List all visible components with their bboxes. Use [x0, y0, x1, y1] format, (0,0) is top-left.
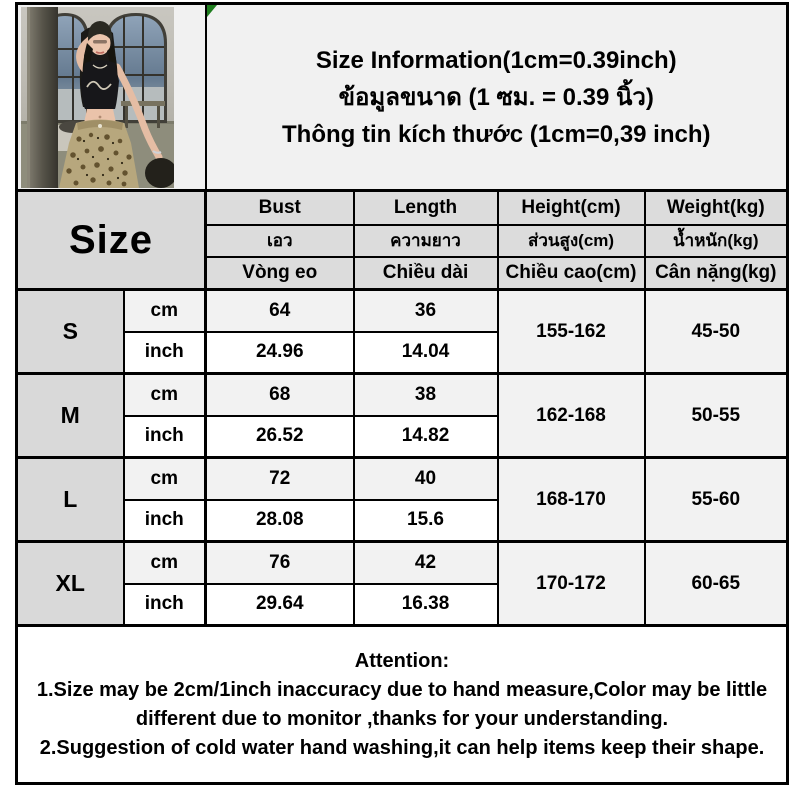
bust-cm-value-s: 64: [206, 290, 354, 332]
col-header-bust-en: Bust: [206, 191, 354, 225]
weight-range-s: 45-50: [645, 290, 788, 374]
col-header-weight-th: น้ำหนัก(kg): [645, 225, 788, 257]
unit-cm-label: cm: [124, 542, 206, 584]
table-row: [17, 374, 788, 416]
length-cm-value-m: 38: [354, 374, 498, 416]
title-en: Size Information(1cm=0.39inch): [315, 46, 677, 74]
attention-heading: Attention:: [354, 649, 450, 672]
length-cm-value-s: 36: [354, 290, 498, 332]
length-inch-value-m: 14.82: [354, 416, 498, 458]
table-row: [17, 542, 788, 584]
attention-line-1: 1.Size may be 2cm/1inch inaccuracy due to hand measure,Color may be little different due to monitor ,thanks for your understanding.: [36, 678, 768, 730]
green-corner-marker-icon: [207, 5, 217, 17]
height-range-xl: 170-172: [498, 542, 645, 626]
title-vi: Thông tin kích thước (1cm=0,39 inch): [282, 120, 711, 148]
col-header-length-vi: Chiều dài: [354, 257, 498, 290]
unit-inch-label: inch: [124, 500, 206, 542]
length-inch-value-xl: 16.38: [354, 584, 498, 626]
bust-cm-value-l: 72: [206, 458, 354, 500]
weight-range-xl: 60-65: [645, 542, 788, 626]
unit-inch-label: inch: [124, 332, 206, 374]
table-row: [17, 4, 788, 191]
unit-cm-label: cm: [124, 374, 206, 416]
length-inch-value-l: 15.6: [354, 500, 498, 542]
col-header-bust-th: เอว: [206, 225, 354, 257]
pillar: [27, 7, 58, 188]
unit-cm-label: cm: [124, 290, 206, 332]
weight-range-l: 55-60: [645, 458, 788, 542]
height-range-s: 155-162: [498, 290, 645, 374]
product-photo: [18, 5, 205, 189]
bust-cm-value-xl: 76: [206, 542, 354, 584]
product-photo-cell: [17, 4, 206, 191]
col-header-weight-en: Weight(kg): [645, 191, 788, 225]
product-photo-illustration: [21, 7, 174, 188]
size-chart-sheet: [15, 2, 789, 785]
bust-inch-value-s: 24.96: [206, 332, 354, 374]
size-label-xl: XL: [17, 542, 124, 626]
col-header-length-en: Length: [354, 191, 498, 225]
size-header: Size: [17, 191, 206, 290]
table-row: [17, 191, 788, 225]
length-cm-value-l: 40: [354, 458, 498, 500]
bust-cm-value-m: 68: [206, 374, 354, 416]
col-header-length-th: ความยาว: [354, 225, 498, 257]
col-header-height-vi: Chiều cao(cm): [498, 257, 645, 290]
size-label-l: L: [17, 458, 124, 542]
bust-inch-value-xl: 29.64: [206, 584, 354, 626]
col-header-height-th: ส่วนสูง(cm): [498, 225, 645, 257]
table-row: [17, 458, 788, 500]
length-cm-value-xl: 42: [354, 542, 498, 584]
unit-cm-label: cm: [124, 458, 206, 500]
size-table: [15, 2, 789, 785]
col-header-height-en: Height(cm): [498, 191, 645, 225]
size-label-m: M: [17, 374, 124, 458]
col-header-weight-vi: Cân nặng(kg): [645, 257, 788, 290]
title-th: ข้อมูลขนาด (1 ซม. = 0.39 นิ้ว): [338, 83, 654, 111]
attention-note: [17, 626, 788, 784]
size-label-s: S: [17, 290, 124, 374]
col-header-bust-vi: Vòng eo: [206, 257, 354, 290]
table-row: [17, 290, 788, 332]
attention-line-2: 2.Suggestion of cold water hand washing,it can help items keep their shape.: [39, 736, 765, 759]
weight-range-m: 50-55: [645, 374, 788, 458]
unit-inch-label: inch: [124, 416, 206, 458]
length-inch-value-s: 14.04: [354, 332, 498, 374]
height-range-l: 168-170: [498, 458, 645, 542]
title-cell: [206, 4, 788, 191]
table-row: [17, 626, 788, 784]
bust-inch-value-m: 26.52: [206, 416, 354, 458]
black-crop-top: [81, 60, 119, 109]
unit-inch-label: inch: [124, 584, 206, 626]
height-range-m: 162-168: [498, 374, 645, 458]
bust-inch-value-l: 28.08: [206, 500, 354, 542]
